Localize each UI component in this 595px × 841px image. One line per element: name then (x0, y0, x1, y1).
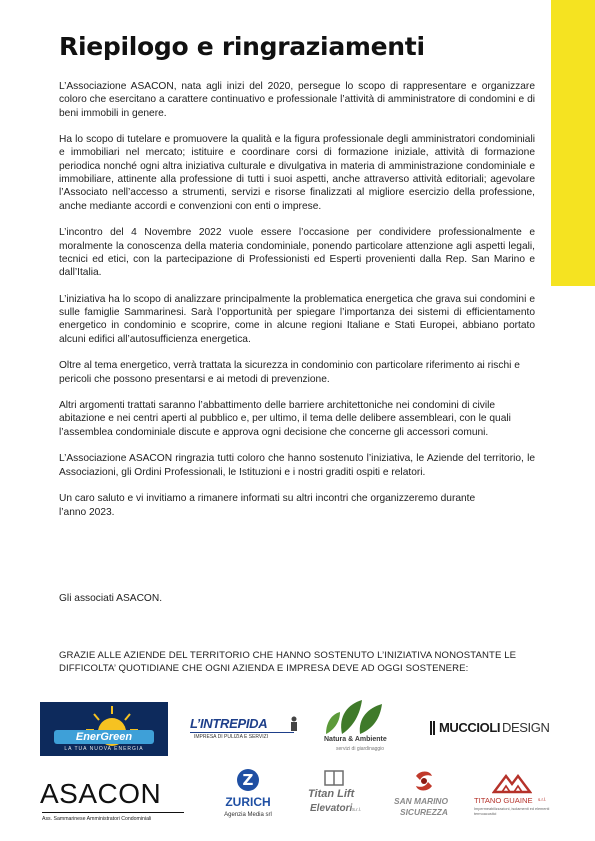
divider (42, 812, 184, 813)
body-text (59, 80, 535, 532)
intrepida-logo (190, 716, 300, 746)
zurich-tagline: Agenzia Media srl (224, 812, 272, 818)
titano-name: TITANO GUAINE (474, 796, 533, 805)
paragraph: L’Associazione ASACON ringrazia tutti coloro che hanno sostenuto l’iniziativa, le Aziende del territorio, le Associazioni, gli Ordini Professionali, le Istituzioni e i nostri graditi ospiti e relatori. (59, 453, 535, 478)
sanmarino-name: SAN MARINO (394, 796, 448, 806)
zurich-z-icon (236, 768, 260, 792)
asacon-name: ASACON (40, 778, 162, 809)
paragraph: L’incontro del 4 Novembre 2022 vuole essere l’occasione per condividere professionalmente e moralmente la conoscenza della materia condominiale, ponendo particolare attenzione agli aspetti legali, tecnici ed etici, con la partecipazione di Professionisti ed Esperti provenienti dalla Rep. San Marino e dall’Italia. (59, 227, 535, 279)
page-title: Riepilogo e ringraziamenti (59, 32, 425, 61)
intrepida-name: L’INTREPIDA (190, 716, 268, 731)
muccioli-design-logo (430, 720, 554, 738)
titan-tagline: Elevatori (310, 803, 353, 814)
energreen-logo (40, 702, 168, 756)
paragraph: Oltre al tema energetico, verrà trattata la sicurezza in condominio con particolare riferimento ai rischi e pericoli che possono presentarsi e ai metodi di prevenzione. (59, 360, 520, 385)
yellow-accent-bar (551, 0, 595, 286)
sanmarino-tagline: SICUREZZA (400, 807, 448, 817)
zurich-logo (216, 768, 280, 824)
titano-suffix: s.r.l. (538, 797, 547, 802)
natura-ambiente-logo (318, 696, 406, 758)
paragraph: L’Associazione ASACON, nata agli inizi del 2020, persegue lo scopo di rappresentare e organizzare coloro che esercitano a carattere continuativo e professionale l’attività di amministratore di condomini e di beni immobili in genere. (59, 81, 535, 119)
paragraph: L’iniziativa ha lo scopo di analizzare principalmente la problematica energetica che grava sui condomini e sulle famiglie Sammarinesi. Sarà l’opportunità per spiegare l’importanza dei sistemi di efficientamento energetico in condominio e scoprire, come in alcune regioni Italiane e Stati Europei, abbiano portato alcuni edifici all’autosufficienza energetica. (59, 293, 535, 345)
natura-tagline: servizi di giardinaggio (336, 746, 385, 752)
leaves-icon (318, 696, 406, 736)
titano-guaine-logo (474, 772, 554, 824)
paragraph: Altri argomenti trattati saranno l’abbattimento delle barriere architettoniche nei condomini di civile abitazione e nei centri aperti al pubblico e, per ultimo, il tema delle delibere assembleari, con le quali l’assemblea condominiale discute e approva ogni decisione che concerne gli accessori comuni. (59, 400, 511, 438)
worker-icon (288, 716, 300, 732)
intrepida-tagline: IMPRESA DI PULIZIA E SERVIZI (194, 734, 269, 740)
elevator-icon (324, 770, 344, 786)
shield-swirl-icon (412, 770, 436, 792)
signature: Gli associati ASACON. (59, 593, 163, 604)
asacon-tagline: Ass. Sammarinese Amministratori Condominiali (42, 816, 152, 822)
divider (190, 732, 294, 733)
san-marino-sicurezza-logo (392, 770, 456, 824)
energreen-tagline: LA TUA NUOVA ENERGIA (64, 746, 144, 752)
asacon-logo (40, 778, 190, 828)
muccioli-suffix: DESIGN (502, 720, 550, 735)
titan-lift-logo (306, 770, 366, 822)
svg-text:Z: Z (242, 771, 254, 789)
paragraph: Ha lo scopo di tutelare e promuovere la qualità e la figura professionale degli amministratori condominiali e immobiliari nel mercato; istituire e coordinare corsi di formazione iniziale, attività di formazione periodica nonché ogni altra iniziativa culturale e divulgativa in materia di amministrazione condominiale e immobiliare, attinente alla professione di tutti i suoi aspetti, anche attraverso attività editoriali; agevolare l’Associato nell’accesso a strumenti, servizi e risorse finalizzati al migliore esercizio della professione, anche mediante accordi e convenzioni con enti o imprese. (59, 134, 535, 212)
titano-tagline: Impermeabilizzazioni, isolamenti ed elementi termoacustici (474, 807, 550, 816)
sponsors-thanks: GRAZIE ALLE AZIENDE DEL TERRITORIO CHE HANNO SOSTENUTO L’INIZIATIVA NONOSTANTE LE DIFFICOLTA’ QUOTIDIANE CHE OGNI AZIENDA E IMPRESA DEVE AD OGGI SOSTENERE: (59, 650, 517, 675)
zurich-name: ZURICH (225, 795, 271, 809)
bars-icon (430, 721, 438, 735)
roofs-icon (492, 772, 532, 794)
paragraph: Un caro saluto e vi invitiamo a rimanere informati su altri incontri che organizzeremo durante l’anno 2023. (59, 493, 476, 518)
titan-suffix: S.r.l. (352, 807, 362, 812)
muccioli-name: MUCCIOLI (439, 720, 501, 735)
natura-name: Natura & Ambiente (324, 736, 387, 743)
energreen-name: EnerGreen (54, 730, 154, 744)
titan-name: Titan Lift (308, 788, 355, 800)
